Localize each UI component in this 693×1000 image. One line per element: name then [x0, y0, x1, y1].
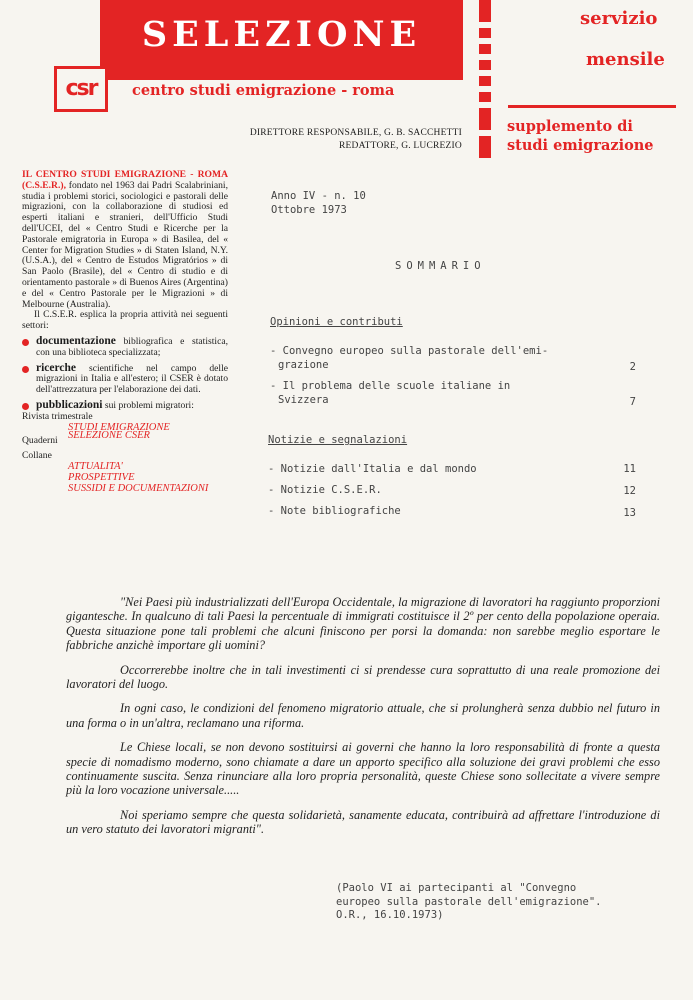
- summary-item-line: grazione: [278, 359, 329, 371]
- red-divider-block: [479, 92, 491, 102]
- summary-item: [270, 379, 600, 407]
- quotation-paragraph: Le Chiese locali, se non devono sostituirsi ai governi che hanno la loro responsabilità di fronte a questa specie di nomadismo moderno, sono chiamate a dare un apporto specifico alla soluzione dei gravi problemi che esso continuamente suscita. Senza rinunciare alla loro propria personalità, queste Chiese sono sollecitate a vivere sempre più la loro vocazione universale.....: [66, 740, 660, 798]
- quotation-body: [66, 595, 660, 847]
- supplement-line-1: supplemento di: [507, 118, 633, 135]
- collane-label: Collane: [22, 450, 52, 462]
- summary-heading: SOMMARIO: [395, 260, 486, 272]
- collana-title: PROSPETTIVE: [68, 472, 135, 484]
- supplement-line-2: studi emigrazione: [507, 137, 654, 154]
- sector-item: [22, 400, 228, 412]
- collane-row: [22, 445, 228, 495]
- editor-credit: REDATTORE, G. LUCREZIO: [339, 141, 462, 151]
- section-heading: Opinioni e contributi: [270, 316, 403, 328]
- quotation-citation: (Paolo VI ai partecipanti al "Convegno europeo sulla pastorale dell'emigrazione". O.R., 16.10.1973): [336, 882, 602, 921]
- sector-keyword: ricerche: [36, 361, 77, 374]
- masthead-subtitle: centro studi emigrazione - roma: [132, 82, 395, 99]
- page-number: 13: [623, 507, 636, 519]
- activity-text: Il C.S.E.R. esplica la propria attività nei seguenti settori:: [22, 309, 228, 332]
- quotation-paragraph: "Nei Paesi più industrializzati dell'Europa Occidentale, la migrazione di lavoratori ha raggiunto proporzioni gigantesche. In qualcuno di tali Paesi la percentuale di immigrati costituisce il 2º per cento della popolazione operaia. Questa situazione pone tali problemi che alcuni finiscono per porsi la domanda: non sarebbe meglio esportare le fabbriche anzichè importare gli uomini?: [66, 595, 660, 653]
- issue-date: Ottobre 1973: [271, 204, 347, 216]
- sector-text: scientifiche nel campo delle migrazioni in Italia e all'estero; il CSER è dotato dell'attrezzatura per l'elaborazione dei dati.: [36, 362, 228, 396]
- page-number: 2: [629, 361, 636, 373]
- masthead-title: SELEZIONE: [141, 14, 422, 55]
- collana-title: SUSSIDI E DOCUMENTAZIONI: [68, 483, 209, 495]
- frequency-label-top: servizio: [580, 8, 658, 29]
- quaderni-label: Quaderni: [22, 435, 58, 447]
- red-divider-block: [479, 108, 491, 130]
- quotation-paragraph: Occorrerebbe inoltre che in tali investimenti ci si prendesse cura soprattutto di una reale promozione dei lavoratori del luogo.: [66, 662, 660, 692]
- frequency-label-bottom: mensile: [586, 49, 665, 70]
- red-divider-block: [479, 28, 491, 38]
- red-divider-block: [479, 136, 491, 158]
- sector-keyword: documentazione: [36, 334, 116, 347]
- red-divider-block: [479, 44, 491, 54]
- section-heading: Notizie e segnalazioni: [268, 434, 408, 446]
- page-number: 12: [623, 485, 636, 497]
- quaderni-row: [22, 430, 228, 447]
- page-number: 7: [629, 396, 636, 408]
- cser-description: [22, 170, 228, 495]
- sector-text: sui problemi migratori:: [102, 399, 194, 411]
- collane-list: [68, 461, 208, 494]
- sector-keyword: pubblicazioni: [36, 398, 103, 411]
- summary-item-line: Svizzera: [278, 394, 329, 406]
- intro-paragraph: [22, 170, 228, 310]
- collana-title: ATTUALITA': [68, 461, 123, 473]
- sector-item: [22, 336, 228, 359]
- sector-item: [22, 363, 228, 396]
- director-credit: DIRETTORE RESPONSABILE, G. B. SACCHETTI: [249, 128, 462, 138]
- quotation-paragraph: Noi speriamo sempre che questa solidarietà, sanamente educata, contribuirà ad affrettare l'introduzione di un vero statuto dei lavoratori migranti".: [66, 807, 660, 837]
- cser-logo: csr: [54, 66, 108, 112]
- summary-item: - Note bibliografiche: [268, 505, 401, 517]
- quotation-paragraph: In ogni caso, le condizioni del fenomeno migratorio attuale, che si prolungherà senza dubbio nel futuro in una forma o in un'altra, reclamano una riforma.: [66, 701, 660, 730]
- rivista-label: Rivista trimestrale: [22, 410, 93, 422]
- summary-item-line: - Convegno europeo sulla pastorale dell'emi-: [270, 345, 549, 357]
- summary-item-line: - Il problema delle scuole italiane in: [270, 380, 511, 392]
- intro-bold: IL CENTRO STUDI EMIGRAZIONE - ROMA (C.S.E.R.),: [22, 169, 228, 191]
- red-divider-block: [479, 60, 491, 70]
- summary-item: - Notizie dall'Italia e dal mondo: [268, 463, 477, 475]
- red-rule: [508, 105, 676, 108]
- intro-text: fondato nel 1963 dai Padri Scalabriniani, studia i problemi storici, sociologici e pastorali delle migrazioni, con la collaborazione di studiosi ed esperti italiani e stranieri, dell'Ufficio Studi dell'UCEI, del « Centro Studi e Ricerche per la Pastorale emigratoria in Europa » di Basilea, del « Center for Migration Studies » di Staten Island, N.Y. (U.S.A.), del « Centro de Estudos Migratórios » di San Paolo (Brasile), del « Centro di studio e di orientamento pastorale » di Buenos Aires (Argentina) e del « Centro Pastorale per le Migrazioni » di Melbourne (Australia).: [22, 179, 228, 310]
- red-divider-block: [479, 76, 491, 86]
- sector-text: bibliografica e statistica, con una biblioteca specializzata;: [36, 335, 228, 358]
- summary-item: - Notizie C.S.E.R.: [268, 484, 382, 496]
- issue-number: Anno IV - n. 10: [271, 190, 366, 202]
- rivista-title: STUDI EMIGRAZIONE: [68, 421, 170, 433]
- summary-item: [270, 344, 600, 372]
- red-divider-block: [479, 0, 491, 22]
- quaderni-title: SELEZIONE CSER: [68, 430, 150, 442]
- page-number: 11: [623, 463, 636, 475]
